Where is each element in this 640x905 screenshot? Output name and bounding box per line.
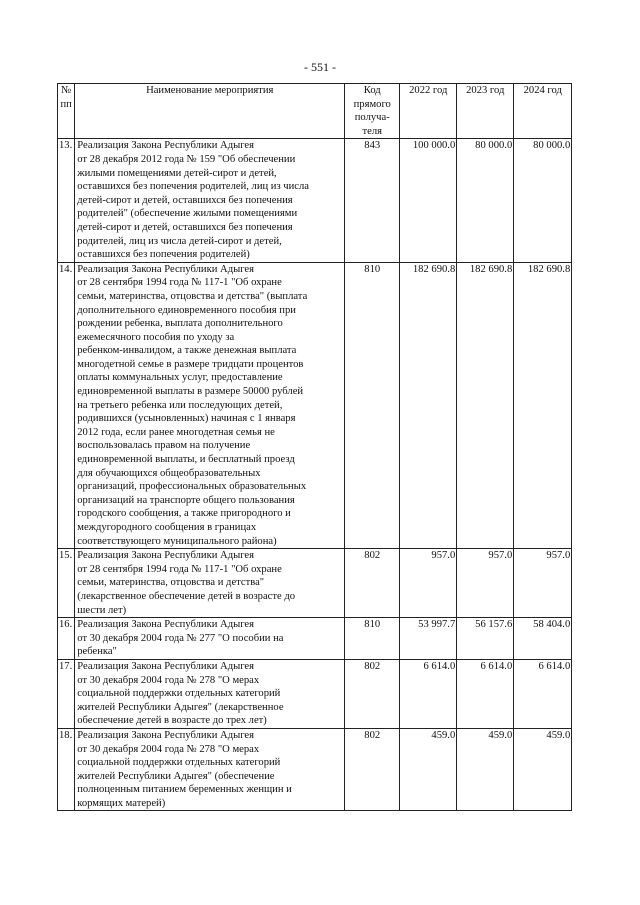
description-line: дополнительного единовременного пособия при [77,304,296,316]
row-value-2024: 182 690.8 [514,262,572,548]
description-line: кормящих матерей) [77,797,166,809]
row-number: 14. [58,262,75,548]
header-num: № пп [58,84,75,139]
row-description [75,728,345,811]
description-line: Реализация Закона Республики Адыгея [77,660,254,672]
description-line: обеспечение детей в возрасте до трех лет) [77,715,267,727]
table-row [58,139,572,262]
description-line: междугородного сообщения в границах [77,522,257,533]
row-description [75,659,345,728]
row-value-2022: 6 614.0 [400,659,457,728]
description-line: ежемесячного пособия по уходу за [77,331,235,343]
description-line: от 30 декабря 2004 года № 278 "О мерах [77,743,260,755]
header-row [58,84,572,139]
header-2023: 2023 год [457,84,514,139]
description-line: Реализация Закона Республики Адыгея [77,263,254,275]
row-value-2023: 80 000.0 [457,139,514,262]
description-line: шести лет) [77,604,127,616]
row-number: 15. [58,549,75,618]
row-value-2024: 80 000.0 [514,139,572,262]
row-recipient-code: 843 [345,139,400,262]
row-recipient-code: 810 [345,262,400,548]
description-line: Реализация Закона Республики Адыгея [77,619,254,631]
row-recipient-code: 802 [345,659,400,728]
row-description [75,139,345,262]
description-line: от 28 сентября 1994 года № 117-1 "Об охране [77,563,282,575]
row-value-2024: 957.0 [514,549,572,618]
description-line: для обучающихся общеобразовательных [77,467,261,479]
description-line: семьи, материнства, отцовства и детства" [77,577,265,589]
description-line: семьи, материнства, отцовства и детства" (выплата [77,290,308,302]
row-value-2024: 6 614.0 [514,659,572,728]
row-number: 16. [58,618,75,660]
description-line: воспользовалась правом на получение [77,440,251,452]
table-row [58,728,572,811]
description-line: 2012 года, если ранее многодетная семья не [77,426,275,438]
row-recipient-code: 802 [345,549,400,618]
row-description [75,618,345,660]
row-value-2023: 182 690.8 [457,262,514,548]
row-value-2023: 459.0 [457,728,514,811]
description-line: жителей Республики Адыгея" (обеспечение [77,770,275,782]
description-line: многодетной семье в размере тридцати процентов [77,358,304,370]
header-code: Код прямого получа-теля [345,84,400,139]
row-value-2022: 182 690.8 [400,262,457,548]
table-row [58,262,572,548]
description-line: от 28 сентября 1994 года № 117-1 "Об охране [77,277,282,289]
description-line: организаций на транспорте общего пользования [77,494,295,506]
row-recipient-code: 802 [345,728,400,811]
description-line: (лекарственное обеспечение детей в возрасте до [77,590,296,602]
budget-table [57,83,572,811]
page-number: - 551 - [304,60,336,74]
row-value-2023: 957.0 [457,549,514,618]
row-recipient-code: 810 [345,618,400,660]
row-value-2022: 957.0 [400,549,457,618]
description-line: родителей, лиц из числа детей-сирот и детей, [77,235,282,247]
description-line: единовременной выплаты в размере 50000 рублей [77,386,304,398]
description-line: социальной поддержки отдельных категорий [77,757,281,769]
row-value-2024: 58 404.0 [514,618,572,660]
row-value-2022: 459.0 [400,728,457,811]
description-line: социальной поддержки отдельных категорий [77,688,281,700]
description-line: единовременной выплаты, и бесплатный проезд [77,454,295,466]
description-line: от 30 декабря 2004 года № 277 "О пособии на [77,632,284,644]
description-line: Реализация Закона Республики Адыгея [77,729,254,741]
description-line: детей-сирот и детей, оставшихся без попечения [77,194,293,206]
description-line: оплаты коммунальных услуг, предоставление [77,372,283,384]
header-2022: 2022 год [400,84,457,139]
description-line: ребенка" [77,646,117,658]
row-value-2022: 100 000.0 [400,139,457,262]
header-2024: 2024 год [514,84,572,139]
table-row [58,549,572,618]
description-line: оставшихся без попечения родителей, лиц из числа [77,181,309,193]
row-value-2022: 53 997.7 [400,618,457,660]
table-row [58,618,572,660]
description-line: от 28 декабря 2012 года № 159 "Об обеспечении [77,153,296,165]
header-name: Наименование мероприятия [75,84,345,139]
description-line: Реализация Закона Республики Адыгея [77,140,254,152]
row-number: 17. [58,659,75,728]
row-value-2023: 6 614.0 [457,659,514,728]
row-description [75,549,345,618]
description-line: полноценным питанием беременных женщин и [77,784,292,796]
table-body [58,139,572,811]
row-number: 13. [58,139,75,262]
row-value-2023: 56 157.6 [457,618,514,660]
description-line: Реализация Закона Республики Адыгея [77,550,254,562]
description-line: жителей Республики Адыгея" (лекарственное [77,701,284,713]
description-line: на третьего ребенка или последующих детей, [77,399,283,411]
row-number: 18. [58,728,75,811]
description-line: ребенком-инвалидом, а также денежная выплата [77,345,297,357]
description-line: родившихся (усыновленных) начиная с 1 января [77,413,296,425]
description-line: родителей" (обеспечение жилыми помещениями [77,208,298,220]
description-line: детей-сирот и детей, оставшихся без попечения [77,221,293,233]
description-line: соответствующего муниципального района) [77,535,277,547]
description-line: рождении ребенка, выплата дополнительного [77,318,283,330]
description-line: от 30 декабря 2004 года № 278 "О мерах [77,674,260,686]
description-line: жилыми помещениями детей-сирот и детей, [77,167,277,179]
row-description [75,262,345,548]
description-line: оставшихся без попечения родителей) [77,249,250,261]
description-line: городского сообщения, а также пригородного и [77,508,291,520]
table-row [58,659,572,728]
description-line: организаций, профессиональных образовательных [77,481,307,493]
row-value-2024: 459.0 [514,728,572,811]
